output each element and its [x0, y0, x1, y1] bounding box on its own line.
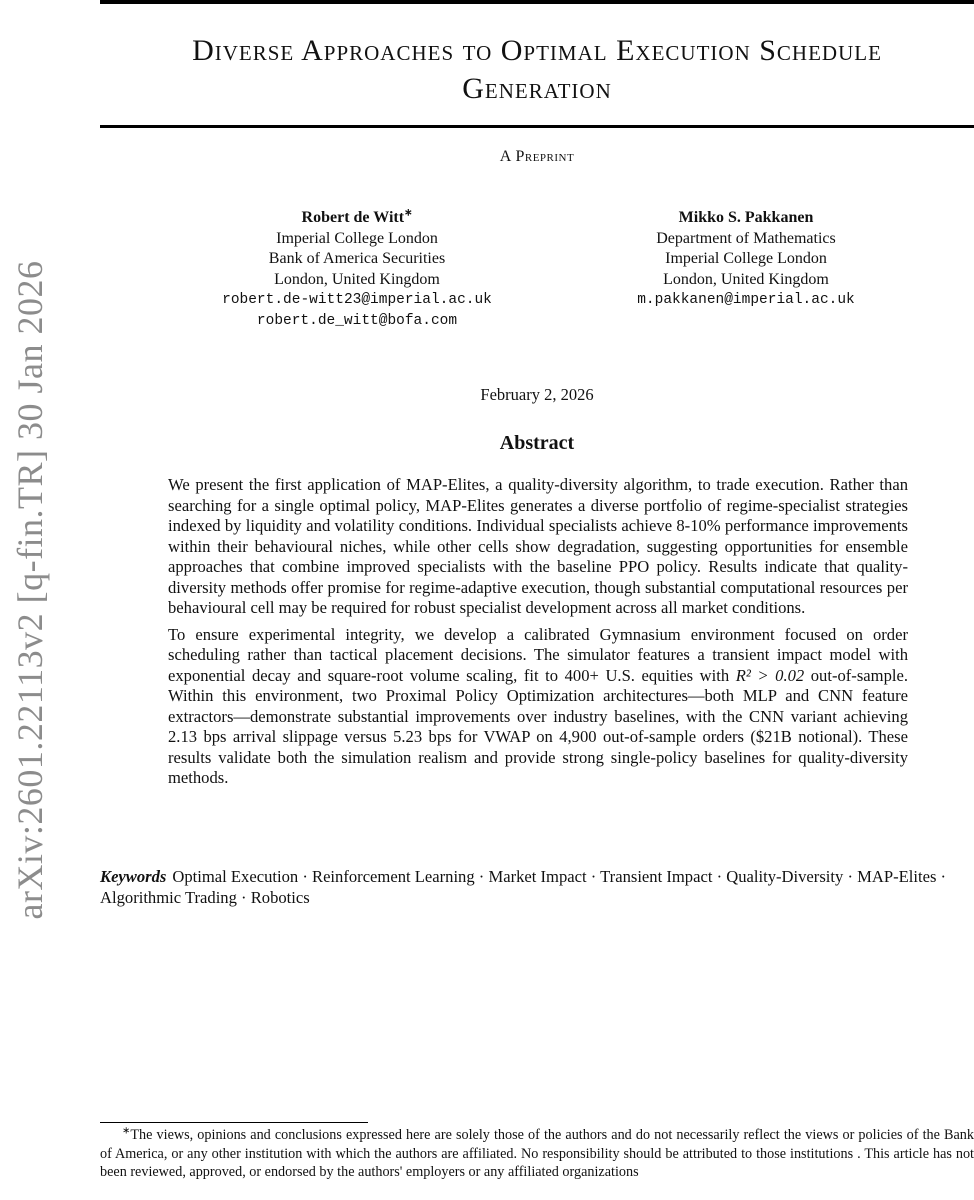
arxiv-sidebar [0, 0, 60, 1200]
preprint-label: A Preprint [499, 148, 575, 165]
author-affiliation: Bank of America Securities [268, 250, 446, 267]
author-affiliation: Imperial College London [665, 250, 827, 267]
author-block-2 [596, 208, 896, 311]
author-affiliation: Imperial College London [276, 229, 438, 247]
abstract-body [168, 475, 908, 795]
author-email[interactable]: robert.de_witt@bofa.com [256, 312, 458, 329]
keywords-list: Optimal Execution · Reinforcement Learning · Market Impact · Transient Impact · Quality-Diversity · MAP-Elites · Algorithmic Trading · Robotics [100, 867, 947, 907]
author-affiliation: Department of Mathematics [656, 229, 836, 247]
title-rule-bottom [100, 125, 974, 128]
author-email[interactable]: m.pakkanen@imperial.ac.uk [637, 292, 855, 308]
arxiv-identifier: arXiv:2601.22113v2 [q-fin.TR] 30 Jan 2026 [10, 260, 50, 920]
title-rule-top [100, 0, 974, 4]
author-name: Robert de Witt∗ [301, 207, 413, 226]
footnote-marker: ∗ [404, 207, 413, 219]
author-block-1 [200, 208, 514, 331]
title-line-1: Diverse Approaches to Optimal Execution Schedule [192, 34, 882, 67]
author-name: Mikko S. Pakkanen [678, 209, 814, 226]
abstract-heading: Abstract [499, 432, 575, 454]
footnote: ∗The views, opinions and conclusions expressed here are solely those of the authors and do not necessarily reflect the views or policies of the Bank of America, or any other institution with which the authors are affiliated. No responsibility should be attributed to those institutions . This article has not been reviewed, approved, or endorsed by the authors' employers or any affiliated organizations [100, 1125, 974, 1180]
footnote-rule [100, 1122, 368, 1123]
keywords-section [100, 867, 972, 908]
title-line-2: Generation [462, 72, 612, 105]
publication-date: February 2, 2026 [480, 385, 594, 404]
keywords-label: Keywords [100, 867, 167, 886]
author-email[interactable]: robert.de-witt23@imperial.ac.uk [222, 292, 492, 308]
abstract-paragraph-2: To ensure experimental integrity, we develop a calibrated Gymnasium environment focused on order scheduling rather than tactical placement decisions. The simulator features a transient impact model with exponential decay and square-root volume scaling, fit to 400+ U.S. equities with R² > 0.02 out-of-sample. Within this environment, two Proximal Policy Optimization architectures—both MLP and CNN feature extractors—demonstrate substantial improvements over industry baselines, with the CNN variant achieving 2.13 bps arrival slippage versus 5.23 bps for VWAP on 4,900 out-of-sample orders ($21B notional). These results validate both the simulation realism and provide strong single-policy baselines for quality-diversity methods. [168, 624, 908, 787]
author-affiliation: London, United Kingdom [663, 270, 829, 288]
abstract-paragraph-1: We present the first application of MAP-Elites, a quality-diversity algorithm, to trade execution. Rather than searching for a single optimal policy, MAP-Elites generates a diverse portfolio of regime-specialist strategies indexed by liquidity and volatility conditions. Individual specialists achieve 8-10% performance improvements within their behavioural niches, while other cells show degradation, suggesting opportunities for ensemble approaches that combine improved specialists with the baseline PPO policy. Results indicate that quality-diversity methods offer promise for regime-adaptive execution, though substantial computational resources per behavioural cell may be required for robust specialist development across all market conditions. [168, 475, 908, 617]
math-inline: R² > 0.02 [735, 665, 805, 685]
paper-title [100, 32, 974, 108]
author-affiliation: London, United Kingdom [274, 270, 440, 288]
footnote-marker: ∗ [122, 1125, 131, 1137]
